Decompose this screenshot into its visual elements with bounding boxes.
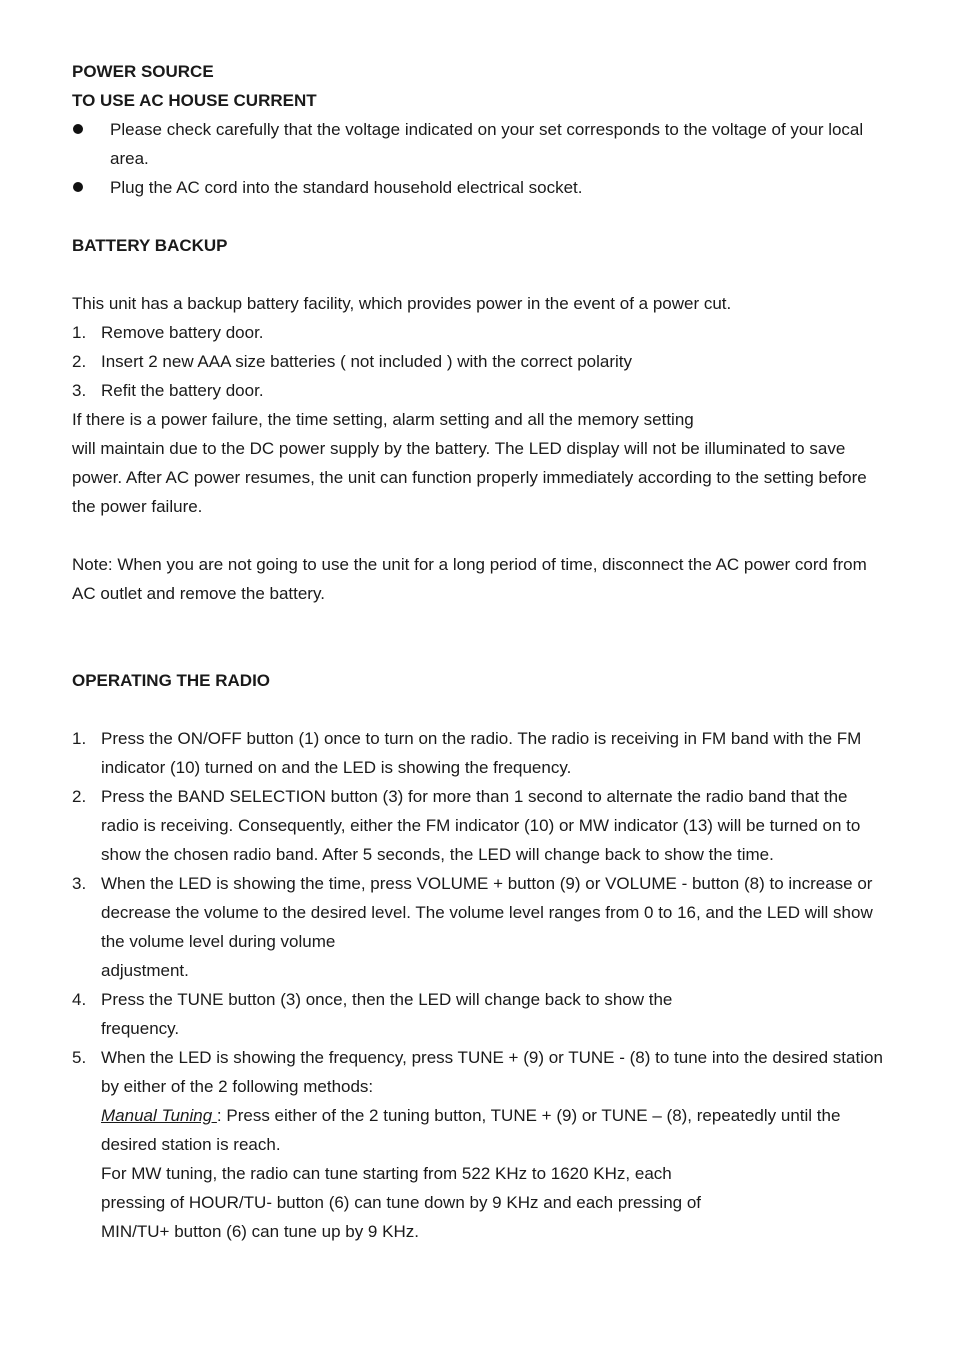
list-item [72, 985, 884, 1043]
manual-tuning-label: Manual Tuning [101, 1106, 217, 1125]
bullet-item [72, 115, 884, 173]
spacer [72, 608, 884, 666]
bullet-text: Plug the AC cord into the standard household electrical socket. [110, 178, 583, 197]
list-item [72, 376, 884, 405]
step-text: Insert 2 new AAA size batteries ( not included ) with the correct polarity [101, 352, 633, 371]
battery-steps-list [72, 318, 884, 405]
bullet-item [72, 173, 884, 202]
list-item [72, 347, 884, 376]
step-number: 5. [72, 1048, 87, 1067]
list-item [72, 318, 884, 347]
operating-radio-heading: OPERATING THE RADIO [72, 671, 271, 690]
power-source-heading: POWER SOURCE [72, 62, 214, 81]
mw-tuning-line: pressing of HOUR/TU- button (6) can tune down by 9 KHz and each pressing of [101, 1193, 702, 1212]
step-number: 3. [72, 874, 87, 893]
list-item [72, 869, 884, 985]
document-page [72, 57, 884, 1246]
manual-tuning-line [101, 1101, 884, 1159]
list-item [72, 782, 884, 869]
bullet-dot-icon [73, 182, 83, 192]
spacer [72, 260, 884, 289]
mw-tuning-line: For MW tuning, the radio can tune starting from 522 KHz to 1620 KHz, each [101, 1164, 672, 1183]
radio-steps-list [72, 724, 884, 1246]
list-item [72, 724, 884, 782]
spacer [72, 202, 884, 231]
battery-backup-heading: BATTERY BACKUP [72, 236, 228, 255]
step-text: Press the TUNE button (3) once, then the LED will change back to show the [101, 990, 673, 1009]
step-text-continued: adjustment. [101, 961, 189, 980]
step-number: 4. [72, 990, 87, 1009]
step-number: 1. [72, 729, 87, 748]
bullet-text: Please check carefully that the voltage indicated on your set corresponds to the voltage of your local area. [110, 120, 864, 168]
battery-note-paragraph: Note: When you are not going to use the unit for a long period of time, disconnect the AC power cord from AC outlet and remove the battery. [72, 555, 867, 603]
step-text: Remove battery door. [101, 323, 264, 342]
list-item [72, 1043, 884, 1246]
step-text: When the LED is showing the frequency, press TUNE + (9) or TUNE - (8) to tune into the desired station by either of the 2 following methods: [101, 1048, 883, 1096]
step-text-continued: frequency. [101, 1019, 180, 1038]
battery-intro-paragraph: This unit has a backup battery facility, which provides power in the event of a power cut. [72, 294, 732, 313]
step-number: 3. [72, 381, 87, 400]
spacer [72, 521, 884, 550]
step-text: When the LED is showing the time, press VOLUME + button (9) or VOLUME - button (8) to increase or decrease the volume to the desired level. The volume level ranges from 0 to 16, and the LED will show the volume level during volume [101, 874, 873, 951]
step-text: Press the ON/OFF button (1) once to turn on the radio. The radio is receiving in FM band with the FM indicator (10) turned on and the LED is showing the frequency. [101, 729, 862, 777]
power-failure-paragraph: will maintain due to the DC power supply by the battery. The LED display will not be illuminated to save power. After AC power resumes, the unit can function properly immediately according to the setting before the power failure. [72, 439, 867, 516]
spacer [72, 695, 884, 724]
bullet-dot-icon [73, 124, 83, 134]
step-number: 2. [72, 352, 87, 371]
step-number: 1. [72, 323, 87, 342]
power-failure-line: If there is a power failure, the time setting, alarm setting and all the memory setting [72, 410, 694, 429]
step-number: 2. [72, 787, 87, 806]
power-source-bullet-list [72, 115, 884, 202]
mw-tuning-line: MIN/TU+ button (6) can tune up by 9 KHz. [101, 1222, 419, 1241]
ac-current-subheading: TO USE AC HOUSE CURRENT [72, 91, 317, 110]
manual-tuning-text: : Press either of the 2 tuning button, TUNE + (9) or TUNE – (8), repeatedly until the desired station is reach. [101, 1106, 841, 1154]
step-text: Refit the battery door. [101, 381, 264, 400]
step-text: Press the BAND SELECTION button (3) for more than 1 second to alternate the radio band that the radio is receiving. Consequently, either the FM indicator (10) or MW indicator (13) will be turned on to show the chosen radio band. After 5 seconds, the LED will change back to show the time. [101, 787, 861, 864]
